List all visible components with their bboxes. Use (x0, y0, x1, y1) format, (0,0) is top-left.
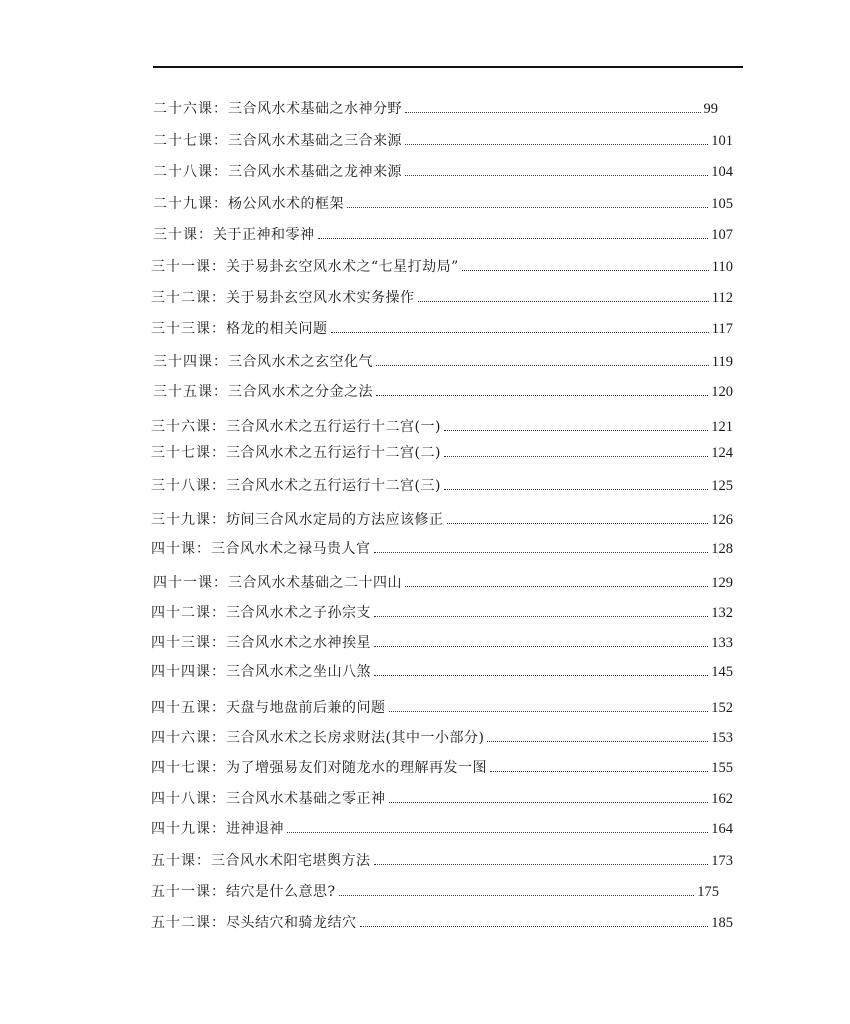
toc-dot-leader (374, 615, 708, 617)
toc-entry-label: 五十二课： (151, 915, 226, 931)
toc-entry (151, 661, 733, 683)
toc-dot-leader (360, 925, 709, 927)
toc-entry (151, 475, 733, 497)
toc-entry-title: 三合风水术之坐山八煞 (226, 664, 371, 680)
toc-entry-label: 四十课： (151, 541, 211, 557)
toc-entry-page-number: 101 (711, 133, 733, 149)
toc-entry-label: 四十九课： (151, 821, 226, 837)
toc-entry (151, 818, 733, 840)
toc-dot-leader (347, 206, 708, 208)
toc-entry-title: 三合风水术之水神挨星 (226, 635, 371, 651)
toc-dot-leader (331, 331, 709, 333)
toc-entry-title: 关于易卦玄空风水术实务操作 (226, 290, 415, 306)
toc-entry-title: 三合风水术之玄空化气 (228, 354, 373, 370)
toc-entry-page-number: 107 (711, 227, 733, 243)
toc-entry (151, 727, 733, 749)
toc-entry-label: 四十二课： (151, 605, 226, 621)
toc-entry-page-number: 173 (711, 853, 733, 869)
toc-entry (153, 224, 733, 246)
toc-dot-leader (490, 770, 708, 772)
toc-entry-label: 五十课： (151, 853, 211, 869)
toc-dot-leader (405, 174, 708, 176)
toc-entry-title: 三合风水术基础之二十四山 (228, 575, 402, 591)
toc-entry-label: 三十六课： (151, 419, 226, 435)
toc-entry-label: 三十四课： (153, 354, 228, 370)
toc-dot-leader (447, 522, 709, 524)
toc-entry-label: 三十二课： (151, 290, 226, 306)
toc-entry-page-number: 121 (711, 419, 733, 435)
toc-entry (151, 632, 733, 654)
toc-entry (153, 130, 733, 152)
toc-entry-label: 三十五课： (153, 384, 228, 400)
toc-entry-page-number: 185 (711, 915, 733, 931)
toc-entry-title: 三合风水术之五行运行十二宫(一) (226, 419, 441, 435)
toc-entry-page-number: 117 (711, 321, 733, 337)
toc-entry-title: 三合风水术基础之水神分野 (228, 101, 402, 117)
toc-dot-leader (374, 674, 708, 676)
toc-entry-page-number: 129 (711, 575, 733, 591)
toc-dot-leader (405, 585, 708, 587)
toc-entry-label: 三十八课： (151, 478, 226, 494)
toc-entry-label: 二十九课： (153, 196, 228, 212)
toc-dot-leader (444, 455, 708, 457)
toc-entry (153, 351, 733, 373)
toc-entry-title: 三合风水术基础之三合来源 (228, 133, 402, 149)
toc-entry (151, 850, 733, 872)
toc-dot-leader (339, 894, 695, 896)
toc-entry-title: 天盘与地盘前后兼的问题 (226, 700, 386, 716)
toc-entry-label: 二十六课： (153, 101, 228, 117)
toc-entry (151, 442, 733, 464)
toc-entry (151, 538, 733, 560)
toc-entry-title: 坊间三合风水定局的方法应该修正 (226, 512, 444, 528)
toc-entry-label: 四十八课： (151, 791, 226, 807)
toc-entry-page-number: 104 (711, 164, 733, 180)
toc-entry (151, 256, 733, 278)
toc-dot-leader (374, 645, 708, 647)
toc-dot-leader (405, 111, 701, 113)
toc-entry (153, 572, 733, 594)
toc-entry (153, 98, 718, 120)
toc-dot-leader (318, 237, 709, 239)
toc-entry-page-number: 162 (711, 791, 733, 807)
toc-entry (151, 697, 733, 719)
toc-entry (151, 757, 733, 779)
toc-entry (151, 602, 733, 624)
toc-dot-leader (374, 863, 709, 865)
toc-entry (151, 318, 733, 340)
toc-entry-page-number: 119 (711, 354, 733, 370)
toc-dot-leader (389, 801, 709, 803)
toc-entry-label: 四十四课： (151, 664, 226, 680)
toc-entry (153, 193, 733, 215)
toc-dot-leader (376, 364, 709, 366)
toc-entry-page-number: 99 (703, 101, 718, 117)
toc-entry (151, 881, 719, 903)
toc-entry-page-number: 128 (711, 541, 733, 557)
toc-entry-title: 三合风水术之长房求财法(其中一小部分) (226, 730, 485, 746)
toc-entry-label: 三十一课： (151, 259, 226, 275)
toc-entry-title: 关于易卦玄空风水术之“七星打劫局” (226, 259, 459, 275)
toc-entry-label: 四十六课： (151, 730, 226, 746)
toc-entry-title: 三合风水术之子孙宗支 (226, 605, 371, 621)
toc-entry-label: 二十八课： (153, 164, 228, 180)
toc-entry-page-number: 164 (711, 821, 733, 837)
toc-entry-page-number: 152 (711, 700, 733, 716)
toc-dot-leader (487, 740, 708, 742)
toc-entry (151, 509, 733, 531)
toc-entry-label: 二十七课： (153, 133, 228, 149)
toc-entry-label: 三十七课： (151, 445, 226, 461)
toc-entry-page-number: 133 (711, 635, 733, 651)
toc-dot-leader (287, 831, 708, 833)
toc-entry (151, 287, 733, 309)
toc-dot-leader (444, 429, 708, 431)
toc-entry (151, 416, 733, 438)
toc-entry-page-number: 175 (697, 884, 719, 900)
toc-entry-title: 关于正神和零神 (213, 227, 315, 243)
toc-entry-label: 三十九课： (151, 512, 226, 528)
toc-entry (153, 161, 733, 183)
toc-entry-title: 进神退神 (226, 821, 284, 837)
toc-entry-page-number: 112 (711, 290, 733, 306)
toc-entry-title: 三合风水术基础之龙神来源 (228, 164, 402, 180)
toc-dot-leader (462, 269, 709, 271)
toc-entry-page-number: 153 (711, 730, 733, 746)
toc-entry (151, 788, 733, 810)
toc-entry-title: 三合风水术之禄马贵人官 (211, 541, 371, 557)
toc-dot-leader (374, 551, 709, 553)
toc-entry-label: 四十一课： (153, 575, 228, 591)
toc-entry-label: 五十一课： (151, 884, 226, 900)
toc-entry-title: 杨公风水术的框架 (228, 196, 344, 212)
toc-entry-label: 四十三课： (151, 635, 226, 651)
toc-entry-title: 结穴是什么意思? (226, 884, 336, 900)
toc-entry-page-number: 145 (711, 664, 733, 680)
toc-entry (151, 912, 733, 934)
toc-entry-page-number: 132 (711, 605, 733, 621)
toc-entry-page-number: 125 (711, 478, 733, 494)
toc-entry-title: 尽头结穴和骑龙结穴 (226, 915, 357, 931)
toc-dot-leader (418, 300, 709, 302)
toc-entry-page-number: 126 (711, 512, 733, 528)
toc-entry-label: 三十三课： (151, 321, 226, 337)
toc-entry-label: 四十五课： (151, 700, 226, 716)
toc-entry-title: 三合风水术之五行运行十二宫(二) (226, 445, 441, 461)
toc-entry-page-number: 155 (711, 760, 733, 776)
toc-entry-page-number: 124 (711, 445, 733, 461)
toc-dot-leader (405, 143, 708, 145)
toc-entry-title: 三合风水术之五行运行十二宫(三) (226, 478, 441, 494)
toc-entry (153, 381, 733, 403)
toc-entry-page-number: 120 (711, 384, 733, 400)
toc-dot-leader (389, 710, 709, 712)
toc-entry-label: 三十课： (153, 227, 213, 243)
toc-entry-title: 三合风水术阳宅堪舆方法 (211, 853, 371, 869)
toc-entry-title: 三合风水术之分金之法 (228, 384, 373, 400)
toc-entry-page-number: 110 (711, 259, 733, 275)
toc-entry-page-number: 105 (711, 196, 733, 212)
toc-entry-title: 三合风水术基础之零正神 (226, 791, 386, 807)
toc-entry-title: 格龙的相关问题 (226, 321, 328, 337)
toc-entry-label: 四十七课： (151, 760, 226, 776)
toc-entry-title: 为了增强易友们对随龙水的理解再发一图 (226, 760, 487, 776)
toc-dot-leader (444, 488, 708, 490)
toc-dot-leader (376, 394, 708, 396)
